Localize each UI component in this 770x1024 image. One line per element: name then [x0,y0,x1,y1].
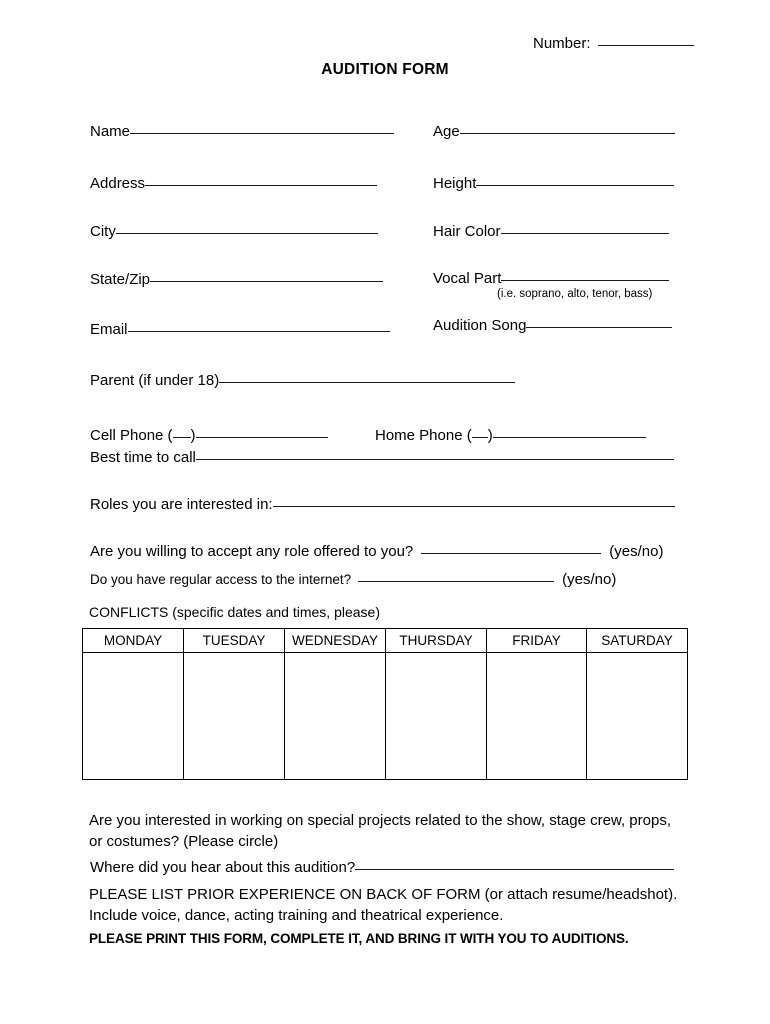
audition-song-label: Audition Song [433,317,527,334]
field-row-state-zip [90,272,383,287]
accept-any-role-suffix: (yes/no) [609,543,664,560]
home-phone-input-line[interactable] [493,437,646,438]
question-row-internet-access [90,572,616,587]
question-row-accept-any-role [90,544,663,559]
field-row-audition-song [433,318,672,333]
height-label: Height [433,175,477,192]
conflicts-header-row [83,629,688,653]
vocal-part-hint: (i.e. soprano, alto, tenor, bass) [497,288,653,300]
state-zip-input-line[interactable] [150,281,383,282]
audition-song-input-line[interactable] [526,327,672,328]
conflicts-cell-saturday[interactable] [587,653,688,780]
heard-about-input-line[interactable] [355,869,674,870]
field-row-vocal-part [433,271,669,286]
parent-label: Parent (if under 18) [90,372,220,389]
accept-any-role-question: Are you willing to accept any role offered to you? [90,543,414,560]
field-row-address [90,176,377,191]
number-input-line[interactable] [598,45,694,46]
conflicts-cell-wednesday[interactable] [285,653,386,780]
conflicts-col-friday: FRIDAY [487,629,587,653]
accept-any-role-input-line[interactable] [421,553,601,554]
address-input-line[interactable] [145,185,377,186]
state-zip-label: State/Zip [90,271,151,288]
internet-access-suffix: (yes/no) [562,571,617,588]
field-row-parent [90,373,515,388]
cell-phone-area-code-line[interactable] [173,437,191,438]
conflicts-col-tuesday: TUESDAY [184,629,285,653]
conflicts-col-wednesday: WEDNESDAY [285,629,386,653]
table-row [83,653,688,780]
conflicts-cell-monday[interactable] [83,653,184,780]
field-row-name [90,124,394,139]
conflicts-cell-tuesday[interactable] [184,653,285,780]
conflicts-col-saturday: SATURDAY [587,629,688,653]
field-row-city [90,224,378,239]
cell-phone-label: Cell Phone ( [90,427,173,444]
print-form-notice: PLEASE PRINT THIS FORM, COMPLETE IT, AND BRING IT WITH YOU TO AUDITIONS. [89,931,629,946]
field-row-email [90,322,390,337]
name-input-line[interactable] [130,133,394,134]
field-row-best-time [90,450,674,465]
age-input-line[interactable] [460,133,675,134]
vocal-part-input-line[interactable] [501,280,669,281]
conflicts-table [82,628,688,780]
heard-about-row [90,860,674,875]
age-label: Age [433,123,460,140]
field-row-home-phone [375,428,646,443]
best-time-input-line[interactable] [196,459,674,460]
field-row-cell-phone [90,428,328,443]
email-input-line[interactable] [128,331,390,332]
height-input-line[interactable] [476,185,674,186]
city-label: City [90,223,116,240]
cell-phone-input-line[interactable] [196,437,328,438]
conflicts-caption: CONFLICTS (specific dates and times, please) [89,604,380,620]
roles-label: Roles you are interested in: [90,496,273,513]
field-row-hair-color [433,224,669,239]
city-input-line[interactable] [116,233,378,234]
internet-access-question: Do you have regular access to the internet? [90,572,352,587]
hair-color-label: Hair Color [433,223,501,240]
hair-color-input-line[interactable] [501,233,669,234]
page-title: AUDITION FORM [321,61,449,78]
conflicts-cell-thursday[interactable] [386,653,487,780]
vocal-part-label: Vocal Part [433,270,502,287]
field-row-roles [90,497,675,512]
email-label: Email [90,321,128,338]
internet-access-input-line[interactable] [358,581,554,582]
home-phone-label-close: ) [487,427,493,444]
field-row-age [433,124,675,139]
address-label: Address [90,175,146,192]
number-label: Number: [533,35,591,52]
conflicts-col-monday: MONDAY [83,629,184,653]
cell-phone-label-close: ) [190,427,196,444]
vocal-part-hint-row [497,289,652,301]
home-phone-label: Home Phone ( [375,427,472,444]
heard-about-label: Where did you hear about this audition? [90,859,356,876]
prior-experience-notice: PLEASE LIST PRIOR EXPERIENCE ON BACK OF FORM (or attach resume/headshot). Include voice, dance, acting training and theatrical experience. [89,886,678,924]
number-field-row [533,36,694,51]
roles-input-line[interactable] [273,506,675,507]
conflicts-cell-friday[interactable] [487,653,587,780]
home-phone-area-code-line[interactable] [472,437,488,438]
field-row-height [433,176,674,191]
name-label: Name [90,123,131,140]
parent-input-line[interactable] [219,382,515,383]
best-time-label: Best time to call [90,449,196,466]
special-projects-question: Are you interested in working on special projects related to the show, stage crew, props, or costumes? (Please circle) [89,812,671,850]
conflicts-col-thursday: THURSDAY [386,629,487,653]
